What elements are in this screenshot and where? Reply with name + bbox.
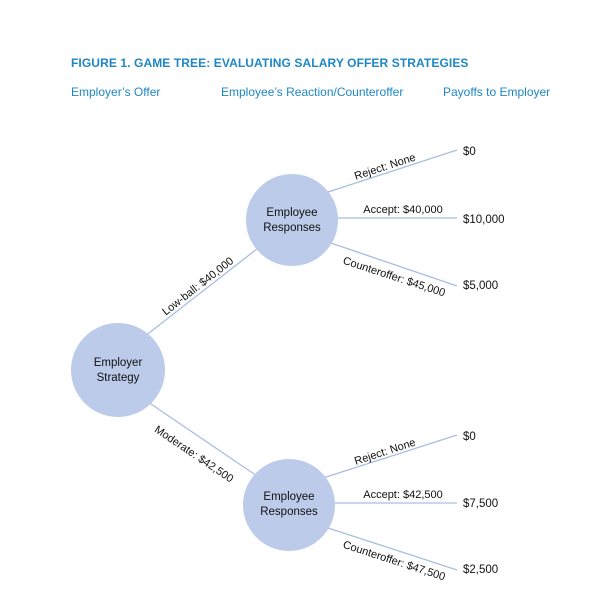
payoff-upper-reject: $0: [463, 146, 476, 158]
node-label-line1: Employee: [266, 207, 318, 219]
payoff-lower-reject: $0: [463, 431, 476, 443]
node-label-line1: Employer: [93, 357, 143, 369]
outcome-label-lower-accept: Accept: $42,500: [363, 489, 443, 501]
node-employer-strategy: [71, 323, 165, 417]
column-heading-payoffs: Payoffs to Employer: [443, 85, 551, 99]
payoff-upper-counteroffer: $5,000: [463, 280, 499, 292]
payoff-lower-accept: $7,500: [463, 498, 499, 510]
node-label-line2: Responses: [260, 506, 318, 518]
payoff-upper-accept: $10,000: [463, 214, 505, 226]
node-circle-lower: [243, 459, 335, 551]
node-employee-responses-upper: [246, 174, 338, 266]
node-circle-upper: [246, 174, 338, 266]
node-label-line2: Responses: [263, 222, 321, 234]
branch-label-lowball: Low-ball: $40,000: [160, 255, 237, 319]
figure-title: FIGURE 1. GAME TREE: EVALUATING SALARY OFFER STRATEGIES: [71, 56, 469, 70]
payoff-lower-counteroffer: $2,500: [463, 564, 499, 576]
column-heading-employee-reaction: Employee’s Reaction/Counteroffer: [221, 85, 404, 99]
outcome-label-lower-reject: Reject: None: [352, 436, 418, 468]
node-label-line2: Strategy: [96, 372, 140, 384]
outcome-label-upper-reject: Reject: None: [352, 151, 418, 183]
outcome-label-lower-counteroffer: Counteroffer: $47,500: [341, 538, 447, 584]
node-employee-responses-lower: [243, 459, 335, 551]
node-label-line1: Employee: [263, 491, 315, 503]
column-heading-employer-offer: Employer’s Offer: [71, 85, 161, 99]
outcome-label-upper-accept: Accept: $40,000: [363, 204, 443, 216]
edge-lowball: [140, 245, 262, 340]
branch-label-moderate: Moderate: $42,500: [152, 423, 236, 486]
node-circle-employer: [71, 323, 165, 417]
outcome-label-upper-counteroffer: Counteroffer: $45,000: [341, 254, 447, 300]
